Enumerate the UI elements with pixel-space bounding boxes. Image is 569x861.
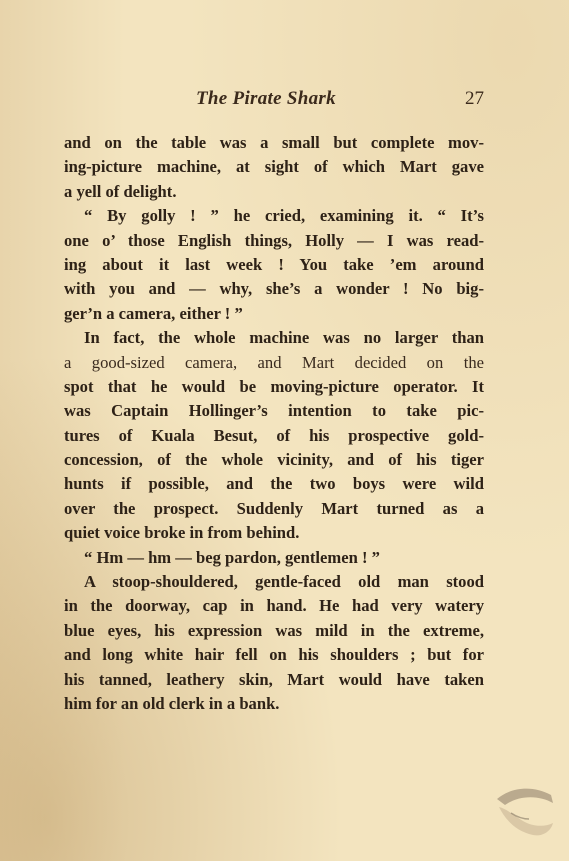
text-line: his tanned, leathery skin, Mart would have taken bbox=[64, 669, 484, 689]
text-line: tures of Kuala Besut, of his prospective gold- bbox=[64, 425, 484, 445]
text-line: with you and — why, she’s a wonder ! No big- bbox=[64, 279, 484, 299]
text-line: one o’ those English things, Holly — I was read- bbox=[64, 230, 484, 250]
text-line: “ By golly ! ” he cried, examining it. “ It’s bbox=[84, 206, 484, 226]
text-line: blue eyes, his expression was mild in the extreme, bbox=[64, 620, 484, 640]
text-line: ing-picture machine, at sight of which Mart gave bbox=[64, 157, 484, 177]
text-line: quiet voice broke in from behind. bbox=[64, 523, 300, 543]
text-line: spot that he would be moving-picture operator. It bbox=[64, 376, 484, 396]
text-line: over the prospect. Suddenly Mart turned as a bbox=[64, 498, 484, 518]
text-line: and on the table was a small but complete mov- bbox=[64, 133, 484, 152]
text-line: A stoop-shouldered, gentle-faced old man stood bbox=[84, 572, 484, 592]
text-line: ing about it last week ! You take ’em around bbox=[64, 254, 484, 274]
text-line: ger’n a camera, either ! ” bbox=[64, 303, 243, 323]
text-line: a good-sized camera, and Mart decided on the bbox=[64, 352, 484, 372]
page-number: 27 bbox=[465, 88, 484, 109]
text-line: hunts if possible, and the two boys were wild bbox=[64, 474, 484, 494]
page-corner-stain bbox=[489, 773, 559, 843]
running-title: The Pirate Shark bbox=[196, 88, 336, 109]
text-line: was Captain Hollinger’s intention to take pic- bbox=[64, 401, 484, 421]
text-line: in the doorway, cap in hand. He had very watery bbox=[64, 596, 484, 616]
text-line: him for an old clerk in a bank. bbox=[64, 693, 280, 713]
text-line: In fact, the whole machine was no larger than bbox=[84, 328, 484, 348]
text-line: “ Hm — hm — beg pardon, gentlemen ! ” bbox=[84, 547, 380, 567]
text-line: concession, of the whole vicinity, and of his tiger bbox=[64, 450, 484, 470]
text-line: a yell of delight. bbox=[64, 181, 177, 201]
running-head bbox=[64, 88, 484, 116]
body-text bbox=[64, 131, 484, 716]
text-line: and long white hair fell on his shoulders ; but for bbox=[64, 645, 484, 665]
